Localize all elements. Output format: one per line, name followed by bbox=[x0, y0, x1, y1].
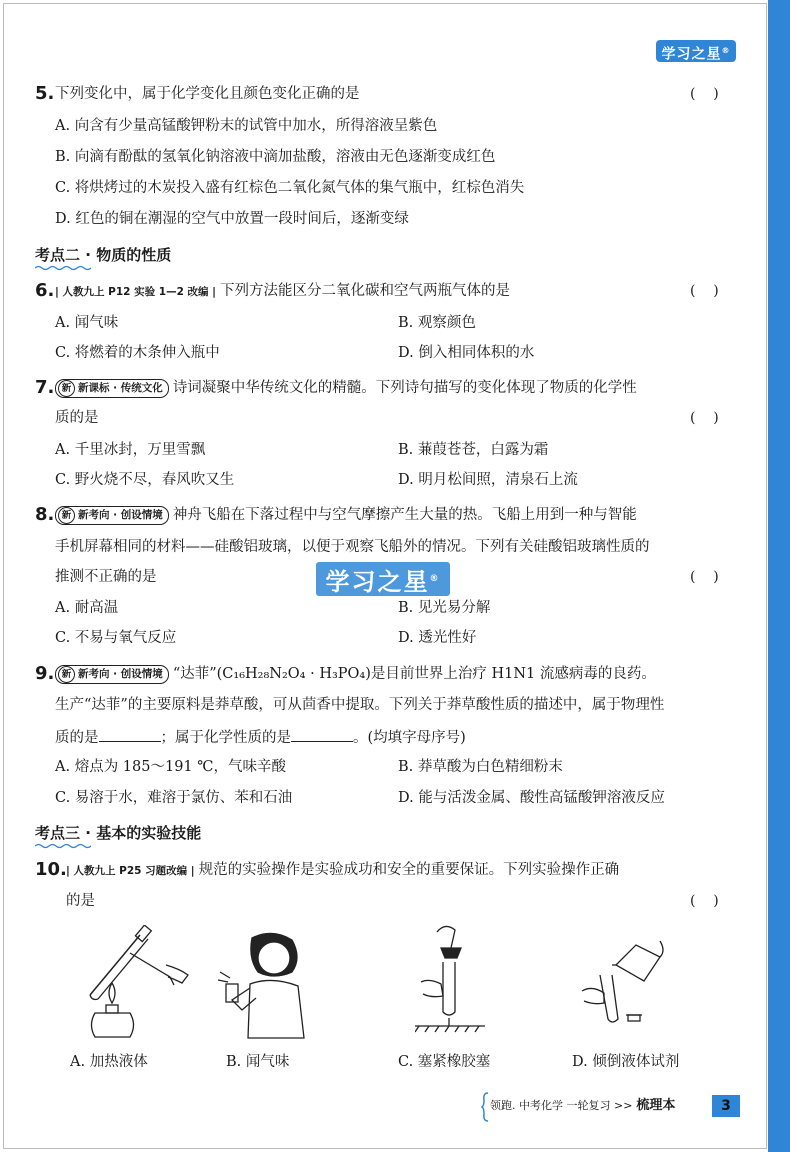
q7-badge: 新 新课标 · 传统文化 bbox=[55, 379, 169, 398]
q9-stem-line-2: 生产“达菲”的主要原料是莽草酸，可从茴香中提取。下列关于莽草酸性质的描述中，属于物理性 bbox=[55, 697, 665, 713]
section-2-underline bbox=[35, 265, 91, 271]
q8-stem-line-3: 推测不正确的是 bbox=[55, 569, 157, 585]
page-edge-bar bbox=[768, 0, 790, 1152]
q8-badge: 新 新考向 · 创设情境 bbox=[55, 506, 169, 525]
brand-logo: 学习之星® bbox=[656, 40, 736, 62]
q9-option-a: A. 熔点为 185～191 ℃，气味辛酸 bbox=[55, 759, 286, 775]
page-number: 3 bbox=[712, 1095, 740, 1117]
q8-stem-line-2: 手机屏幕相同的材料——硅酸铝玻璃，以便于观察飞船外的情况。下列有关硅酸铝玻璃性质的 bbox=[55, 539, 650, 555]
figure-b-caption: B. 闻气味 bbox=[226, 1054, 290, 1070]
figure-c-stopper bbox=[415, 922, 495, 1037]
figure-a-caption: A. 加热液体 bbox=[70, 1054, 148, 1070]
section-2-heading: 考点二 · 物质的性质 bbox=[35, 246, 172, 264]
q6-source-tag: | 人教九上 P12 实验 1—2 改编 | bbox=[55, 286, 217, 298]
q5-number: 5. bbox=[35, 83, 55, 104]
q5-option-a: A. 向含有少量高锰酸钾粉末的试管中加水，所得溶液呈紫色 bbox=[55, 118, 438, 134]
q6-answer-paren: ( ) bbox=[690, 283, 719, 299]
q5-answer-paren: ( ) bbox=[690, 86, 719, 102]
q6-option-d: D. 倒入相同体积的水 bbox=[398, 345, 535, 361]
q6-option-c: C. 将燃着的木条伸入瓶中 bbox=[55, 345, 220, 361]
q9-physical-blank[interactable] bbox=[99, 727, 161, 742]
q8-stem-line-1: 新 新考向 · 创设情境 神舟飞船在下落过程中与空气摩擦产生大量的热。飞船上用到一种与智能 bbox=[55, 505, 637, 525]
q8-option-b: B. 见光易分解 bbox=[398, 600, 491, 616]
figure-a-heating-liquid bbox=[70, 925, 200, 1045]
figure-c-caption: C. 塞紧橡胶塞 bbox=[398, 1054, 491, 1070]
q9-chemical-blank[interactable] bbox=[291, 727, 353, 742]
footer-brace-icon bbox=[481, 1092, 489, 1122]
q8-option-a: A. 耐高温 bbox=[55, 600, 119, 616]
q10-number: 10. bbox=[35, 859, 67, 880]
q9-option-c: C. 易溶于水，难溶于氯仿、苯和石油 bbox=[55, 790, 293, 806]
q5-option-d: D. 红色的铜在潮湿的空气中放置一段时间后，逐渐变绿 bbox=[55, 211, 409, 227]
q5-stem: 下列变化中，属于化学变化且颜色变化正确的是 bbox=[55, 86, 360, 102]
footer-series: 领跑. 中考化学 一轮复习 >> 梳理本 bbox=[490, 1098, 676, 1113]
q6-number: 6. bbox=[35, 280, 55, 301]
q9-badge: 新 新考向 · 创设情境 bbox=[55, 665, 169, 684]
q7-stem-line-2: 质的是 bbox=[55, 410, 99, 426]
q9-stem-line-3: 质的是 ；属于化学性质的是 。(均填字母序号) bbox=[55, 727, 466, 748]
q8-option-c: C. 不易与氧气反应 bbox=[55, 630, 177, 646]
q6-option-a: A. 闻气味 bbox=[55, 315, 119, 331]
q10-stem-line-2: 的是 bbox=[66, 893, 95, 909]
q8-number: 8. bbox=[35, 504, 55, 525]
q7-option-d: D. 明月松间照，清泉石上流 bbox=[398, 472, 578, 488]
section-3-heading: 考点三 · 基本的实验技能 bbox=[35, 824, 202, 842]
q9-stem-line-1: 新 新考向 · 创设情境 “达菲”(C₁₆H₂₈N₂O₄ · H₃PO₄)是目前世界上治疗 H1N1 流感病毒的良药。 bbox=[55, 664, 656, 684]
q5-option-c: C. 将烘烤过的木炭投入盛有红棕色二氧化氮气体的集气瓶中，红棕色消失 bbox=[55, 180, 525, 196]
q5-option-b: B. 向滴有酚酞的氢氧化钠溶液中滴加盐酸，溶液由无色逐渐变成红色 bbox=[55, 149, 496, 165]
q10-source-tag: | 人教九上 P25 习题改编 | bbox=[66, 865, 195, 877]
q7-option-a: A. 千里冰封，万里雪飘 bbox=[55, 442, 206, 458]
q8-option-d: D. 透光性好 bbox=[398, 630, 477, 646]
q10-stem-line-1: | 人教九上 P25 习题改编 | 规范的实验操作是实验成功和安全的重要保证。下列实验操作正确 bbox=[66, 860, 619, 881]
q7-stem-line-1: 新 新课标 · 传统文化 诗词凝聚中华传统文化的精髓。下列诗句描写的变化体现了物质的化学性 bbox=[55, 378, 637, 398]
q9-number: 9. bbox=[35, 663, 55, 684]
section-3-underline bbox=[35, 843, 91, 849]
figure-d-pouring bbox=[560, 935, 670, 1035]
new-icon: 新 bbox=[58, 507, 75, 524]
q8-answer-paren: ( ) bbox=[690, 569, 719, 585]
q9-option-b: B. 莽草酸为白色精细粉末 bbox=[398, 759, 563, 775]
q6-stem-line: | 人教九上 P12 实验 1—2 改编 | 下列方法能区分二氧化碳和空气两瓶气体的是 bbox=[55, 281, 510, 302]
q6-option-b: B. 观察颜色 bbox=[398, 315, 476, 331]
q7-option-b: B. 蒹葭苍苍，白露为霜 bbox=[398, 442, 549, 458]
q10-answer-paren: ( ) bbox=[690, 893, 719, 909]
q7-number: 7. bbox=[35, 377, 55, 398]
q9-option-d: D. 能与活泼金属、酸性高锰酸钾溶液反应 bbox=[398, 790, 665, 806]
brand-watermark: 学习之星® bbox=[316, 562, 450, 596]
q7-option-c: C. 野火烧不尽，春风吹又生 bbox=[55, 472, 235, 488]
figure-d-caption: D. 倾倒液体试剂 bbox=[572, 1054, 680, 1070]
new-icon: 新 bbox=[58, 380, 75, 397]
q7-answer-paren: ( ) bbox=[690, 410, 719, 426]
figure-b-smelling-boy bbox=[212, 928, 322, 1043]
new-icon: 新 bbox=[58, 666, 75, 683]
